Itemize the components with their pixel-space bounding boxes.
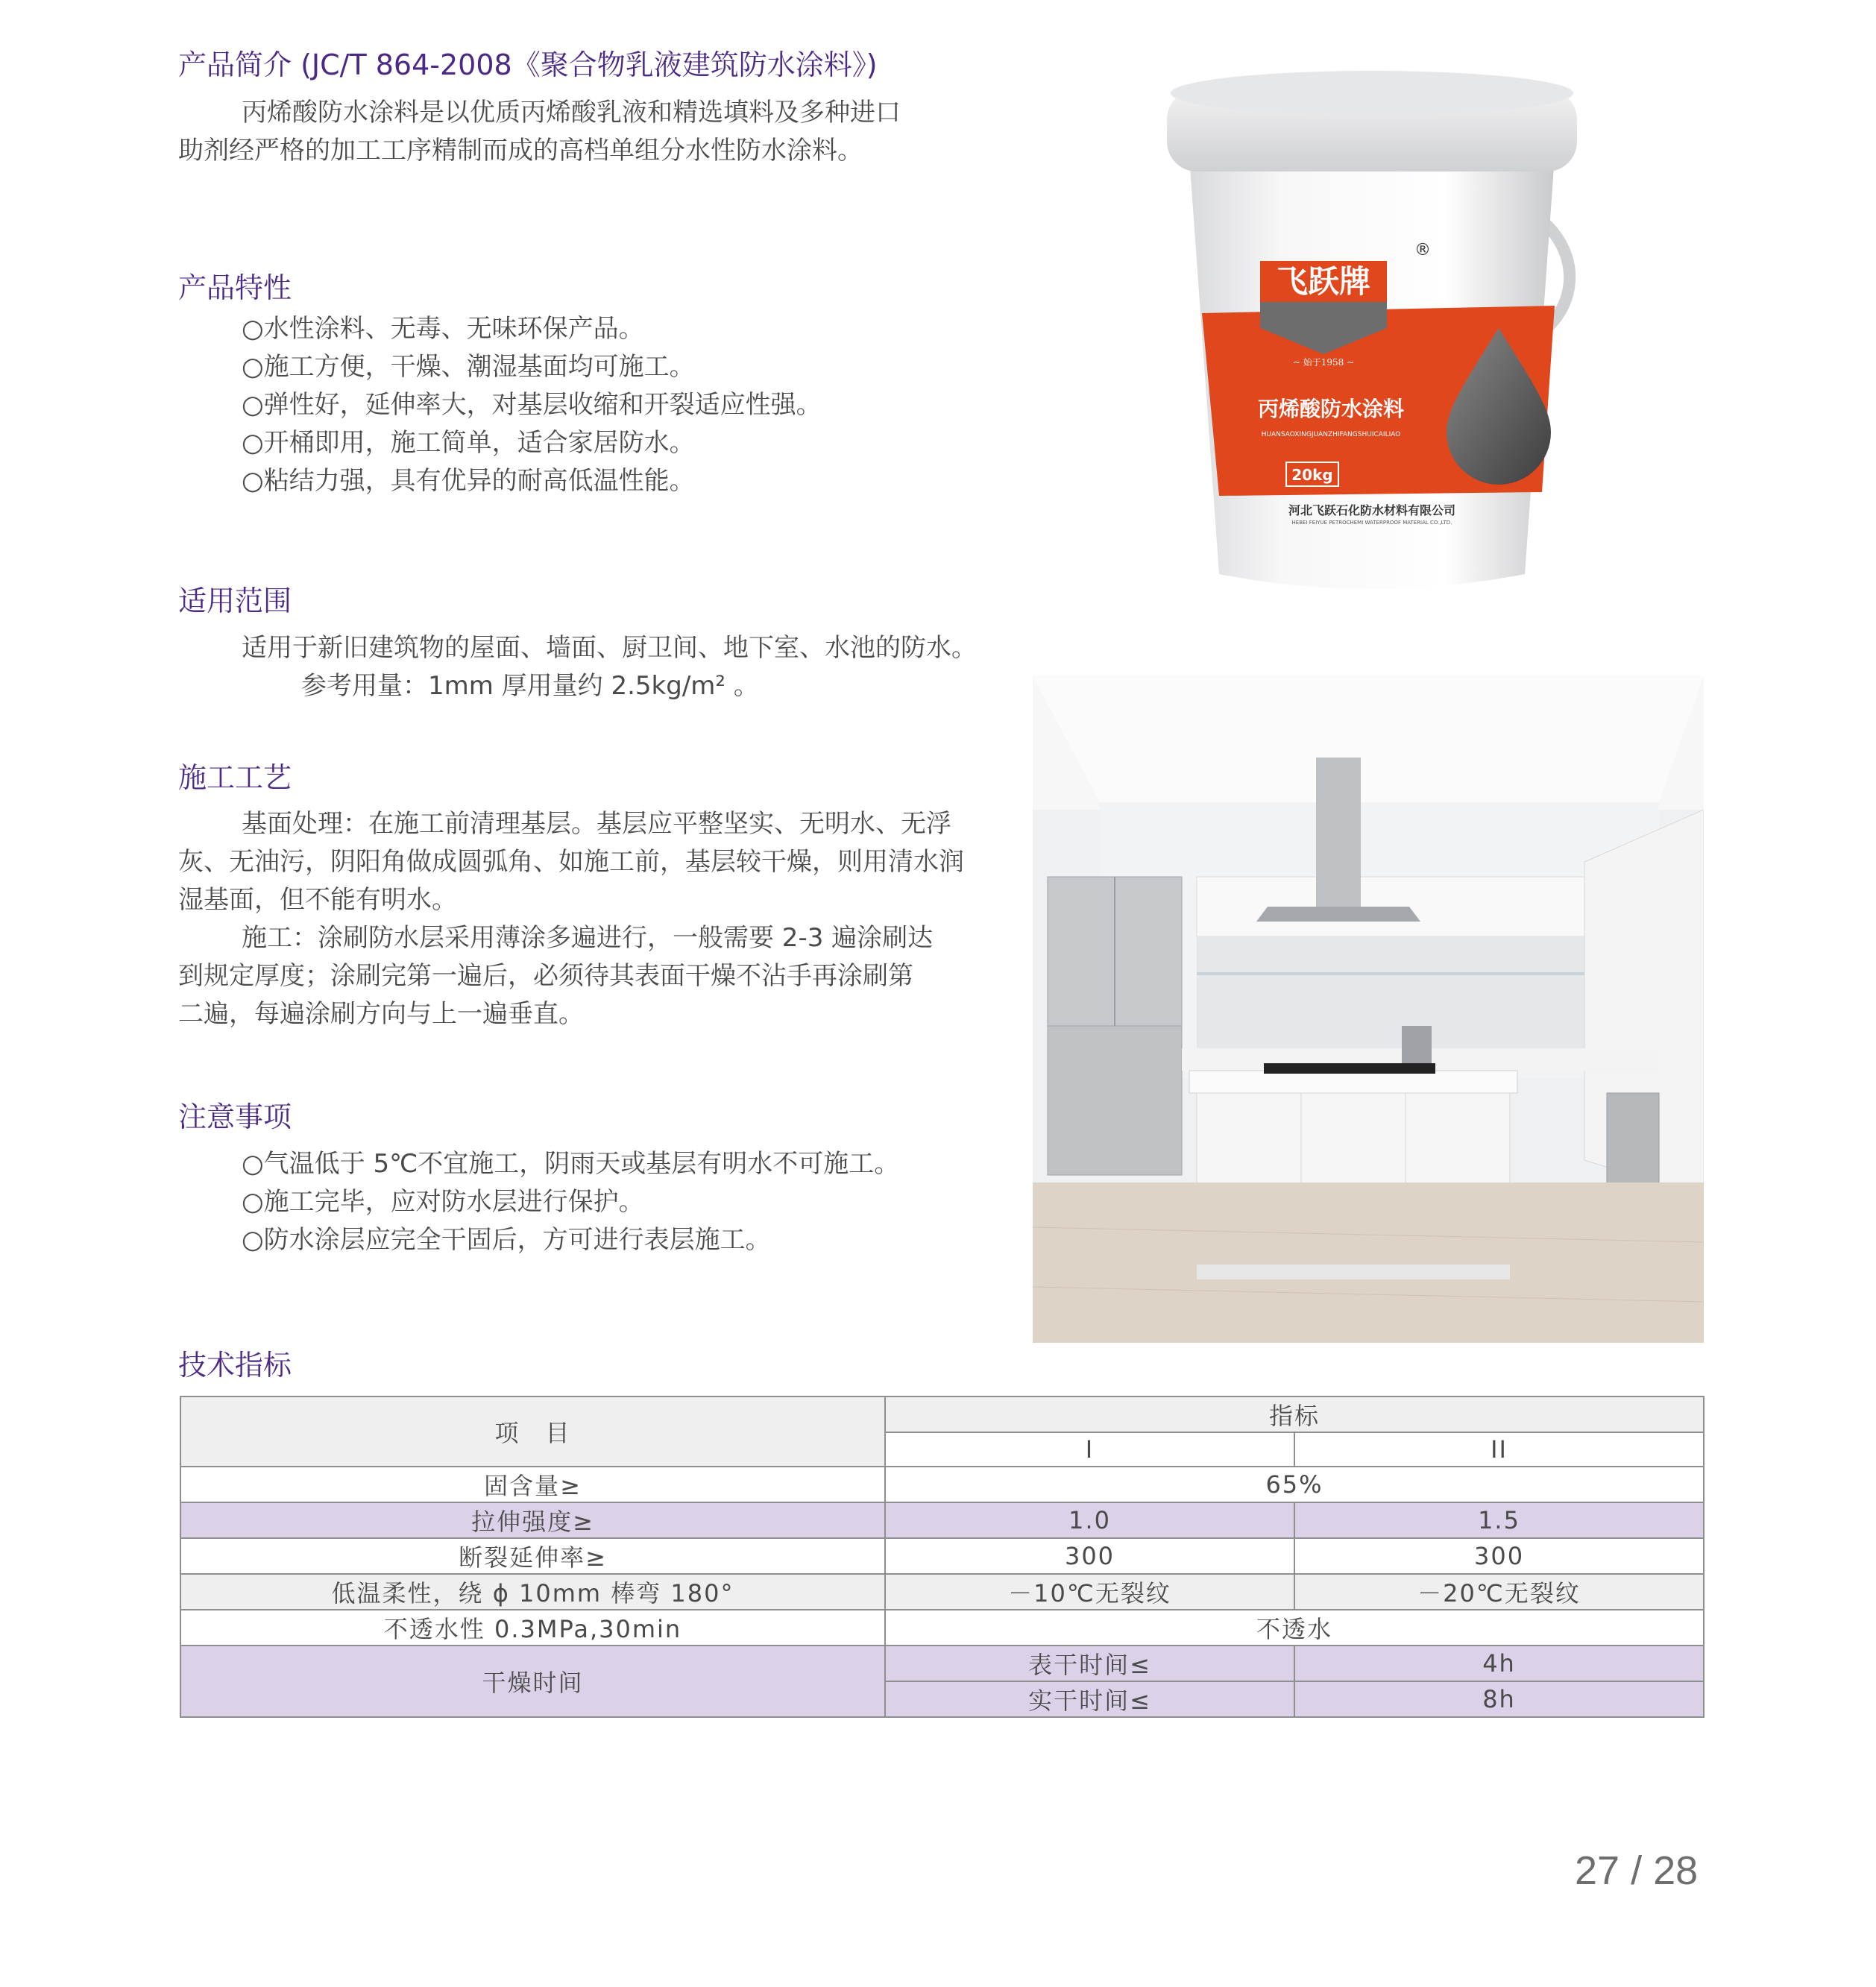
row-value-i: －10℃无裂纹 (885, 1574, 1294, 1610)
row-value: 8h (1294, 1681, 1704, 1717)
note-item: ○ 防水涂层应完全干固后，方可进行表层施工。 (242, 1221, 771, 1259)
scope-line-1: 适用于新旧建筑物的屋面、墙面、厨卫间、地下室、水池的防水。 (242, 633, 977, 663)
row-value-i: 300 (885, 1538, 1294, 1574)
specs-heading: 技术指标 (178, 1349, 292, 1382)
product-pinyin: HUANSAOXINGJUANZHIFANGSHUICAILIAO (1261, 431, 1401, 438)
intro-heading: 产品简介 (JC/T 864-2008《聚合物乳液建筑防水涂料》) (178, 48, 878, 81)
table-header-row (180, 1396, 1704, 1432)
table-row (180, 1538, 1704, 1574)
row-item: 拉伸强度≥ (180, 1502, 885, 1538)
process-line-3: 湿基面，但不能有明水。 (178, 885, 457, 915)
scope-heading: 适用范围 (178, 585, 292, 617)
row-value-ii: －20℃无裂纹 (1294, 1574, 1704, 1610)
row-value-ii: 1.5 (1294, 1502, 1704, 1538)
row-value: 4h (1294, 1646, 1704, 1681)
table-row (180, 1610, 1704, 1646)
notes-heading: 注意事项 (178, 1100, 292, 1133)
page-number: 27 / 28 (1575, 1848, 1699, 1893)
intro-line-2: 助剂经严格的加工工序精制而成的高档单组分水性防水涂料。 (178, 136, 863, 166)
row-item: 断裂延伸率≥ (180, 1538, 885, 1574)
header-grade-i: I (885, 1432, 1294, 1467)
row-item: 不透水性 0.3MPa,30min (180, 1610, 885, 1646)
header-grade-ii: II (1294, 1432, 1704, 1467)
process-heading: 施工工艺 (178, 761, 292, 794)
scope-line-2: 参考用量：1mm 厚用量约 2.5kg/m² 。 (301, 671, 759, 701)
product-name: 丙烯酸防水涂料 (1257, 397, 1405, 421)
intro-line-1: 丙烯酸防水涂料是以优质丙烯酸乳液和精选填料及多种进口 (242, 98, 901, 127)
process-line-4: 施工：涂刷防水层采用薄涂多遍进行，一般需要 2-3 遍涂刷达 (242, 923, 934, 953)
company-name: 河北飞跃石化防水材料有限公司 (1288, 503, 1456, 517)
product-weight: 20kg (1291, 466, 1333, 484)
table-row (180, 1467, 1704, 1502)
row-subitem: 实干时间≤ (885, 1681, 1294, 1717)
row-value-i: 1.0 (885, 1502, 1294, 1538)
brand-since: ~ 始于1958 ~ (1292, 357, 1355, 368)
feature-item: ○ 水性涂料、无毒、无味环保产品。 (242, 310, 644, 348)
table-row (180, 1646, 1704, 1681)
row-value: 65% (885, 1467, 1704, 1502)
note-item: ○ 气温低于 5℃不宜施工，阴雨天或基层有明水不可施工。 (242, 1145, 899, 1183)
feature-item: ○ 粘结力强，具有优异的耐高低温性能。 (242, 462, 695, 500)
features-heading: 产品特性 (178, 271, 292, 304)
feature-item: ○ 施工方便，干燥、潮湿基面均可施工。 (242, 348, 695, 386)
product-bucket-image (1148, 60, 1596, 641)
feature-item: ○ 开桶即用，施工简单，适合家居防水。 (242, 424, 695, 462)
process-line-5: 到规定厚度；涂刷完第一遍后，必须待其表面干燥不沾手再涂刷第 (178, 961, 913, 991)
note-item: ○ 施工完毕，应对防水层进行保护。 (242, 1183, 644, 1221)
row-item: 固含量≥ (180, 1467, 885, 1502)
header-item: 项 目 (180, 1396, 885, 1467)
row-subitem: 表干时间≤ (885, 1646, 1294, 1681)
feature-item: ○ 弹性好，延伸率大，对基层收缩和开裂适应性强。 (242, 386, 822, 424)
process-line-6: 二遍，每遍涂刷方向与上一遍垂直。 (178, 999, 584, 1029)
process-line-1: 基面处理：在施工前清理基层。基层应平整坚实、无明水、无浮 (242, 809, 951, 839)
header-index: 指标 (885, 1396, 1704, 1432)
company-name-en: HEBEI FEIYUE PETROCHEMI WATERPROOF MATERIAL CO.,LTD. (1291, 520, 1452, 526)
registered-mark: ® (1414, 241, 1431, 259)
process-line-2: 灰、无油污，阴阳角做成圆弧角、如施工前，基层较干燥，则用清水润 (178, 847, 964, 877)
brand-name: 飞跃牌 (1276, 263, 1371, 300)
row-item: 干燥时间 (180, 1646, 885, 1717)
table-row (180, 1502, 1704, 1538)
row-value: 不透水 (885, 1610, 1704, 1646)
spec-table (180, 1396, 1705, 1718)
kitchen-photo (1033, 676, 1704, 1343)
row-item: 低温柔性，绕 ϕ 10mm 棒弯 180° (180, 1574, 885, 1610)
row-value-ii: 300 (1294, 1538, 1704, 1574)
table-row (180, 1574, 1704, 1610)
